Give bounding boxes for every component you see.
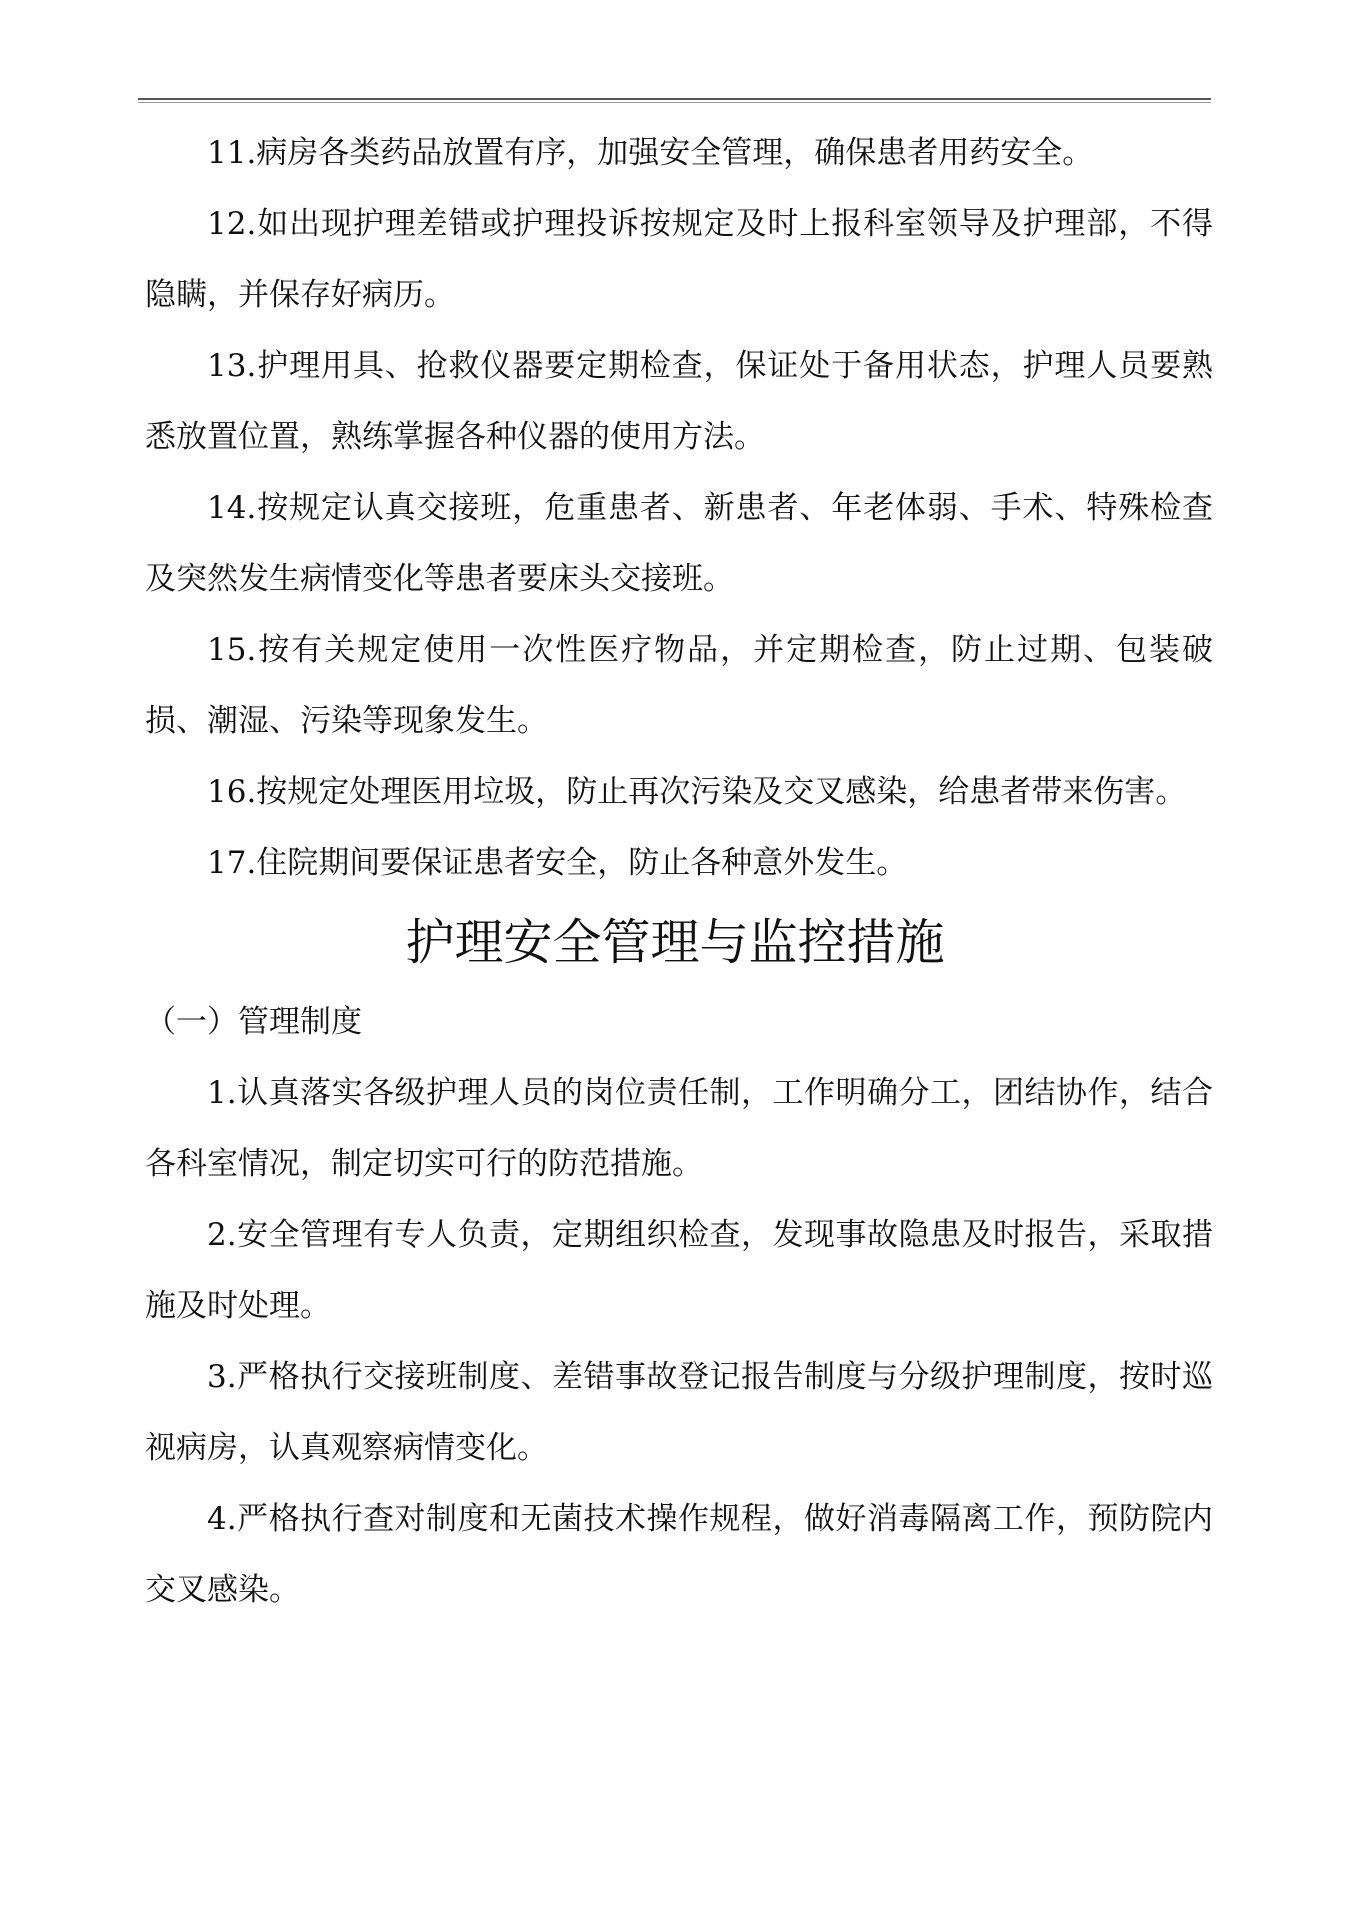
paragraph-2: 2.安全管理有专人负责，定期组织检查，发现事故隐患及时报告，采取措施及时处理。	[145, 1217, 1213, 1324]
paragraph-17: 17.住院期间要保证患者安全，防止各种意外发生。	[207, 845, 908, 881]
paragraph-13: 13.护理用具、抢救仪器要定期检查，保证处于备用状态，护理人员要熟悉放置位置，熟练掌握各种仪器的使用方法。	[145, 348, 1213, 455]
header-rule	[138, 98, 1211, 100]
section-title: 护理安全管理与监控措施	[405, 914, 945, 971]
paragraph-3: 3.严格执行交接班制度、差错事故登记报告制度与分级护理制度，按时巡视病房，认真观察病情变化。	[145, 1359, 1213, 1466]
subsection-title: （一）管理制度	[145, 1004, 362, 1040]
paragraph-16: 16.按规定处理医用垃圾，防止再次污染及交叉感染，给患者带来伤害。	[207, 774, 1187, 810]
paragraph-11: 11.病房各类药品放置有序，加强安全管理，确保患者用药安全。	[207, 135, 1094, 171]
header-rule-thin	[138, 102, 1211, 103]
paragraph-1: 1.认真落实各级护理人员的岗位责任制，工作明确分工，团结协作，结合各科室情况，制定切实可行的防范措施。	[145, 1075, 1213, 1182]
paragraph-14: 14.按规定认真交接班，危重患者、新患者、年老体弱、手术、特殊检查及突然发生病情变化等患者要床头交接班。	[145, 490, 1213, 597]
paragraph-4: 4.严格执行查对制度和无菌技术操作规程，做好消毒隔离工作，预防院内交叉感染。	[145, 1501, 1213, 1608]
paragraph-12: 12.如出现护理差错或护理投诉按规定及时上报科室领导及护理部，不得隐瞒，并保存好病历。	[145, 206, 1213, 313]
paragraph-15: 15.按有关规定使用一次性医疗物品，并定期检查，防止过期、包装破损、潮湿、污染等现象发生。	[145, 632, 1213, 739]
document-body	[145, 118, 1213, 1626]
